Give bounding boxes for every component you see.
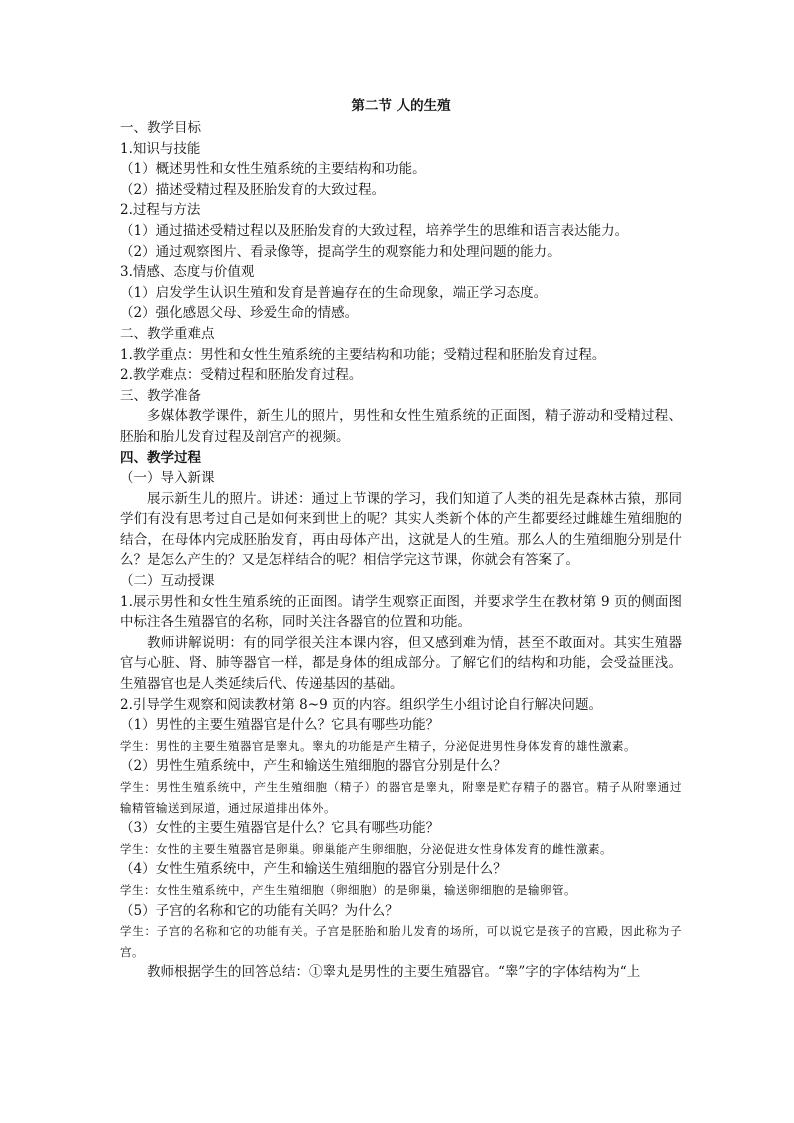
student-answer: 学生：女性的主要生殖器官是卵巢。卵巢能产生卵细胞，分泌促进女性身体发育的雌性激素。 (120, 841, 612, 856)
question-item: （3）女性的主要生殖器官是什么？它具有哪些功能？ (120, 820, 440, 837)
introduction-paragraph: 展示新生儿的照片。讲述：通过上节课的学习，我们知道了人类的祖先是森林古猿，那同学们有没有思考过自己是如何来到世上的呢？其实人类新个体的产生都要经过雌雄生殖细胞的结合，在母体内完成胚胎发育，再由母体产出，这就是人的生殖。那么人的生殖细胞分别是什么？是怎么产生的？又是怎样结合的呢？相信学完这节课，你就会有答案了。 (120, 490, 682, 569)
objective-item: （1）通过描述受精过程以及胚胎发育的大致过程，培养学生的思维和语言表达能力。 (120, 222, 629, 239)
preparation-paragraph: 多媒体教学课件，新生儿的照片，男性和女性生殖系统的正面图，精子游动和受精过程、胚胎和胎儿发育过程及剖宫产的视频。 (120, 408, 682, 445)
question-item: （5）子宫的名称和它的功能有关吗？为什么？ (120, 902, 399, 919)
objective-item: （1）概述男性和女性生殖系统的主要结构和功能。 (120, 161, 426, 178)
objective-item: （2）描述受精过程及胚胎发育的大致过程。 (120, 181, 386, 198)
question-item: （2）男性生殖系统中，产生和输送生殖细胞的器官分别是什么？ (120, 758, 507, 775)
objective-item: （1）启发学生认识生殖和发育是普遍存在的生命现象，端正学习态度。 (120, 284, 548, 301)
objective-item: （2）通过观察图片、看录像等，提高学生的观察能力和处理问题的能力。 (120, 243, 561, 260)
teacher-explanation-paragraph: 教师讲解说明：有的同学很关注本课内容，但又感到难为情，甚至不敢面对。其实生殖器官与心脏、肾、肺等器官一样，都是身体的组成部分。了解它们的结构和功能，会受益匪浅。生殖器官也是人类延续后代、传递基因的基础。 (120, 634, 682, 693)
key-point-item: 1.教学重点：男性和女性生殖系统的主要结构和功能；受精过程和胚胎发育过程。 (120, 346, 606, 363)
step-paragraph: 1.展示男性和女性生殖系统的正面图。请学生观察正面图，并要求学生在教材第 9 页的侧面图中标注各生殖器官的名称，同时关注各器官的位置和功能。 (120, 593, 682, 631)
student-answer: 学生：子宫的名称和它的功能有关。子宫是胚胎和胎儿发育的场所，可以说它是孩子的宫殿，因此称为子宫。 (120, 924, 682, 959)
page-title: 第二节 人的生殖 (351, 98, 451, 114)
section-heading-process: 四、教学过程 (120, 449, 201, 466)
student-answer: 学生：女性生殖系统中，产生生殖细胞（卵细胞）的是卵巢，输送卵细胞的是输卵管。 (120, 882, 576, 897)
subheading-process-methods: 2.过程与方法 (120, 202, 201, 219)
section-heading-key-points: 二、教学重难点 (120, 325, 215, 342)
document-page (120, 96, 682, 983)
student-answer: 学生：男性的主要生殖器官是睾丸。睾丸的功能是产生精子，分泌促进男性身体发育的雄性激素。 (120, 738, 636, 753)
subheading-introduction: （一）导入新课 (120, 470, 215, 487)
question-item: （1）男性的主要生殖器官是什么？它具有哪些功能？ (120, 717, 440, 734)
step-paragraph: 2.引导学生观察和阅读教材第 8~9 页的内容。组织学生小组讨论自行解决问题。 (120, 696, 602, 713)
student-answer: 学生：男性生殖系统中，产生生殖细胞（精子）的器官是睾丸，附睾是贮存精子的器官。精子从附睾通过输精管输送到尿道，通过尿道排出体外。 (120, 780, 682, 815)
question-item: （4）女性生殖系统中，产生和输送生殖细胞的器官分别是什么？ (120, 861, 507, 878)
subheading-emotion-values: 3.情感、态度与价值观 (120, 264, 255, 281)
section-heading-objectives: 一、教学目标 (120, 120, 201, 136)
subheading-knowledge-skills: 1.知识与技能 (120, 140, 201, 157)
teacher-summary-paragraph: 教师根据学生的回答总结：①睾丸是男性的主要生殖器官。“睾”字的字体结构为“上 (147, 964, 641, 981)
objective-item: （2）强化感恩父母、珍爱生命的情感。 (120, 305, 359, 322)
section-heading-preparation: 三、教学准备 (120, 387, 201, 404)
difficult-point-item: 2.教学难点：受精过程和胚胎发育过程。 (120, 367, 363, 384)
subheading-interactive: （二）互动授课 (120, 573, 215, 590)
